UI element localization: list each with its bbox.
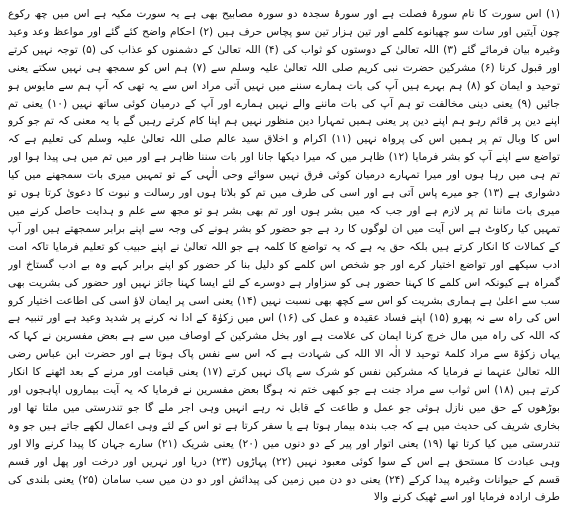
commentary-paragraph: (۱) اس سورت کا نام سورۂ فصلت ہے اور سورۂ سجدہ دو سورہ مصابیح بھی ہے یہ سورت مکیہ ہے اس میں چھ رکوع چون آیتیں اور سات سو چھیانوے کلمے اور تین ہزار تین سو پچاس حرف ہیں (۲) احکام واضح کئے گئے اور مواعظ وعد وعید وغیرہ بیان فرمائے گئے (۳) اللہ تعالیٰ کے دوستوں کو ثواب کی (۴) اللہ تعالیٰ کے دشمنوں کو عذاب کی (۵) توجہ نہیں کرتے اور قبول کرنا (۶) مشرکین حضرت نبی کریم صلی اللہ تعالیٰ علیہ وسلم سے (۷) ہم اس کو سمجھ ہی نہیں سکتے یعنی توحید و ایمان کو (۸) ہم بہرے ہیں آپ کی بات ہمارے سننے میں نہیں آتی مراد اس سے یہ تھی کہ آپ ہم سے مایوس ہو جائیں (۹) یعنی دینی مخالفت تو ہم آپ کی بات ماننے والے نہیں ہمارے اور آپ کے درمیان کوئی ساتھ نہیں (۱۰) یعنی تم اپنے دین پر قائم رہو ہم اپنے دین پر یعنی ہمیں تمہارا دین منظور نہیں ہم اپنا کام کرتے رہیں گے یا یہ معنی کہ تم جو کرو اس کا وبال تم پر ہمیں اس کی پرواہ نہیں (۱۱) اکرام و اخلاق سید عالم صلی اللہ تعالیٰ علیہ وسلم کی تعلیم ہے کہ تواضع سے اپنے آپ کو بشر فرمایا (۱۲) ظاہر میں کہ میرا دیکھا جانا اور بات سننا ظاہر ہے اور میں تم میں ہی پیدا ہوا اور تم ہی میں رہا ہوں اور میرا تمہارے درمیان کوئی فرق نہیں سوائے وحی الٰہی کے تو تمہیں میری بات سمجھنے میں کیا دشواری ہے (۱۳) جو میرے پاس آتی ہے اور اسی کی طرف میں تم کو بلاتا ہوں اور رسالت و نبوت کا دعویٰ کرتا ہوں تو میری بات ماننا تم پر لازم ہے اور جب کہ میں بشر ہوں اور تم بھی بشر ہو تو مجھ سے علم و ہدایت حاصل کرنے میں تمہیں کیا رکاوٹ ہے اس آیت میں ان لوگوں کا رد ہے جو حضور کو بشر ہونے کی وجہ سے اپنے برابر سمجھتے ہیں اور آپ کے کمالات کا انکار کرتے ہیں بلکہ حق یہ ہے کہ یہ تواضع کا کلمہ ہے جو اللہ تعالیٰ نے اپنے حبیب کو تعلیم فرمایا تاکہ امت ادب سیکھے اور تواضع اختیار کرے اور جو شخص اس کلمے کو دلیل بنا کر حضور کو اپنے برابر کہے وہ بے ادب گستاخ اور گمراہ ہے کیونکہ اس کلمے کا کہنا حضور ہی کو سزاوار ہے دوسرے کے لئے ایسا کہنا جائز نہیں اور حضور کی بشریت بھی سب سے اعلیٰ ہے ہماری بشریت کو اس سے کچھ بھی نسبت نہیں (۱۴) یعنی اسی پر ایمان لاؤ اسی کی اطاعت اختیار کرو اس کی راہ سے نہ پھرو (۱۵) اپنے فساد عقیدہ و عمل کی (۱۶) اس میں زکوٰۃ کے ادا نہ کرنے پر شدید وعید ہے اور تنبیہ ہے کہ اللہ کی راہ میں مال خرچ کرنا ایمان کی علامت ہے اور بخل مشرکین کے اوصاف میں سے ہے بعض مفسرین نے کہا کہ یہاں زکوٰۃ سے مراد کلمۂ توحید لا الٰہ الا اللہ کی شہادت ہے کہ اس سے نفس پاک ہوتا ہے اور حضرت ابن عباس رضی اللہ تعالیٰ عنہما نے فرمایا کہ مشرکین نفس کو شرک سے پاک نہیں کرتے (۱۷) یعنی قیامت اور مرنے کے بعد اٹھنے کا انکار کرتے ہیں (۱۸) اس ثواب سے مراد جنت ہے جو کبھی ختم نہ ہوگا بعض مفسرین نے فرمایا کہ یہ آیت بیماروں اپاہجوں اور بوڑھوں کے حق میں نازل ہوئی جو عمل و طاعت کے قابل نہ رہے انہیں وہی اجر ملے گا جو تندرستی میں ملتا تھا اور بخاری شریف کی حدیث میں ہے کہ جب بندہ بیمار ہوتا ہے یا سفر کرتا ہے تو اس کے لئے وہی اعمال لکھے جاتے ہیں جو وہ تندرستی میں کیا کرتا تھا (۱۹) یعنی اتوار اور پیر کے دو دنوں میں (۲۰) یعنی شریک (۲۱) سارے جہان کا پیدا کرنے والا اور وہی عبادت کا مستحق ہے اس کے سوا کوئی معبود نہیں (۲۲) پہاڑوں (۲۳) دریا اور نہریں اور درخت اور پھل اور قسم قسم کے حیوانات وغیرہ پیدا کرکے (۲۴) یعنی دو دن میں زمین کی پیدائش اور دو دن میں سب سامان (۲۵) یعنی بلندی کی طرف ارادہ فرمایا اور اسے ٹھیک کرنے والا: [8, 8, 560, 504]
